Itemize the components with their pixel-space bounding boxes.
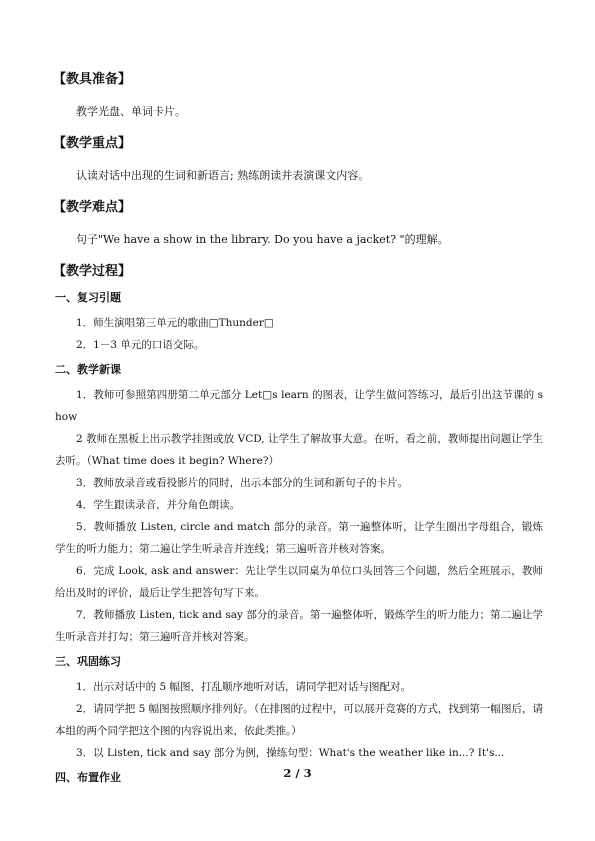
page-number: 2 / 3 xyxy=(283,766,312,780)
section-heading: 【教学难点】 xyxy=(53,200,132,215)
list-item: 4．学生跟读录音，并分角色朗读。 xyxy=(76,499,241,511)
list-item: 1．出示对话中的 5 幅图，打乱顺序地听对话，请同学把对话与图配对。 xyxy=(76,681,412,693)
list-item: 3．以 Listen, tick and say 部分为例，操练句型：What's the weather like in...? It's... xyxy=(76,747,505,759)
list-item: 5．教师播放 Listen, circle and match 部分的录音。第一遍整体听，让学生圈出字母组合，锻炼学生的听力能力；第二遍让学生听录音并连线；第三遍听音并核对答案。 xyxy=(55,521,543,555)
section-materials xyxy=(55,70,543,120)
section-heading: 【教学重点】 xyxy=(53,136,132,151)
subsection-review xyxy=(55,290,543,356)
subsection-title: 一、复习引题 xyxy=(55,291,121,304)
list-item: 3．教师放录音或看投影片的同时，出示本部分的生词和新句子的卡片。 xyxy=(76,477,409,489)
subsection-practice xyxy=(55,654,543,764)
section-body: 句子"We have a show in the library. Do you have a jacket? "的理解。 xyxy=(76,233,449,246)
section-heading: 【教具准备】 xyxy=(53,72,132,87)
section-key-points xyxy=(55,134,543,184)
list-item: 2．1－3 单元的口语交际。 xyxy=(76,339,205,351)
list-item: 2．请同学把 5 幅图按照顺序排列好。（在排图的过程中，可以展开竞赛的方式，找到第一幅图后，请本组的两个同学把这个图的内容说出来，依此类推。） xyxy=(55,703,543,737)
list-item: 1．师生演唱第三单元的歌曲□Thunder□ xyxy=(76,317,274,329)
section-heading: 【教学过程】 xyxy=(53,264,132,279)
section-body: 教学光盘、单词卡片。 xyxy=(76,105,186,118)
subsection-title: 三、巩固练习 xyxy=(55,655,121,668)
list-item: 7．教师播放 Listen, tick and say 部分的录音。第一遍整体听，锻炼学生的听力能力；第二遍让学生听录音并打勾；第三遍听音并核对答案。 xyxy=(55,609,543,643)
section-body: 认读对话中出现的生词和新语言; 熟练朗读并表演课文内容。 xyxy=(76,169,370,182)
subsection-title: 四、布置作业 xyxy=(55,771,121,784)
section-difficulties xyxy=(55,198,543,248)
document-content xyxy=(55,70,543,792)
subsection-title: 二、教学新课 xyxy=(55,363,121,376)
list-item: 2 教师在黑板上出示教学挂图或放 VCD, 让学生了解故事大意。在听，看之前，教师提出问题让学生去听。（What time does it begin? Where?） xyxy=(55,433,543,467)
section-process xyxy=(55,262,543,786)
list-item: 1．教师可参照第四册第二单元部分 Let□s learn 的图表，让学生做问答练习，最后引出这节课的 show xyxy=(55,389,543,423)
list-item: 6．完成 Look, ask and answer：先让学生以同桌为单位口头回答三个问题，然后全班展示，教师给出及时的评价，最后让学生把答句写下来。 xyxy=(55,565,543,599)
subsection-new-lesson xyxy=(55,362,543,648)
